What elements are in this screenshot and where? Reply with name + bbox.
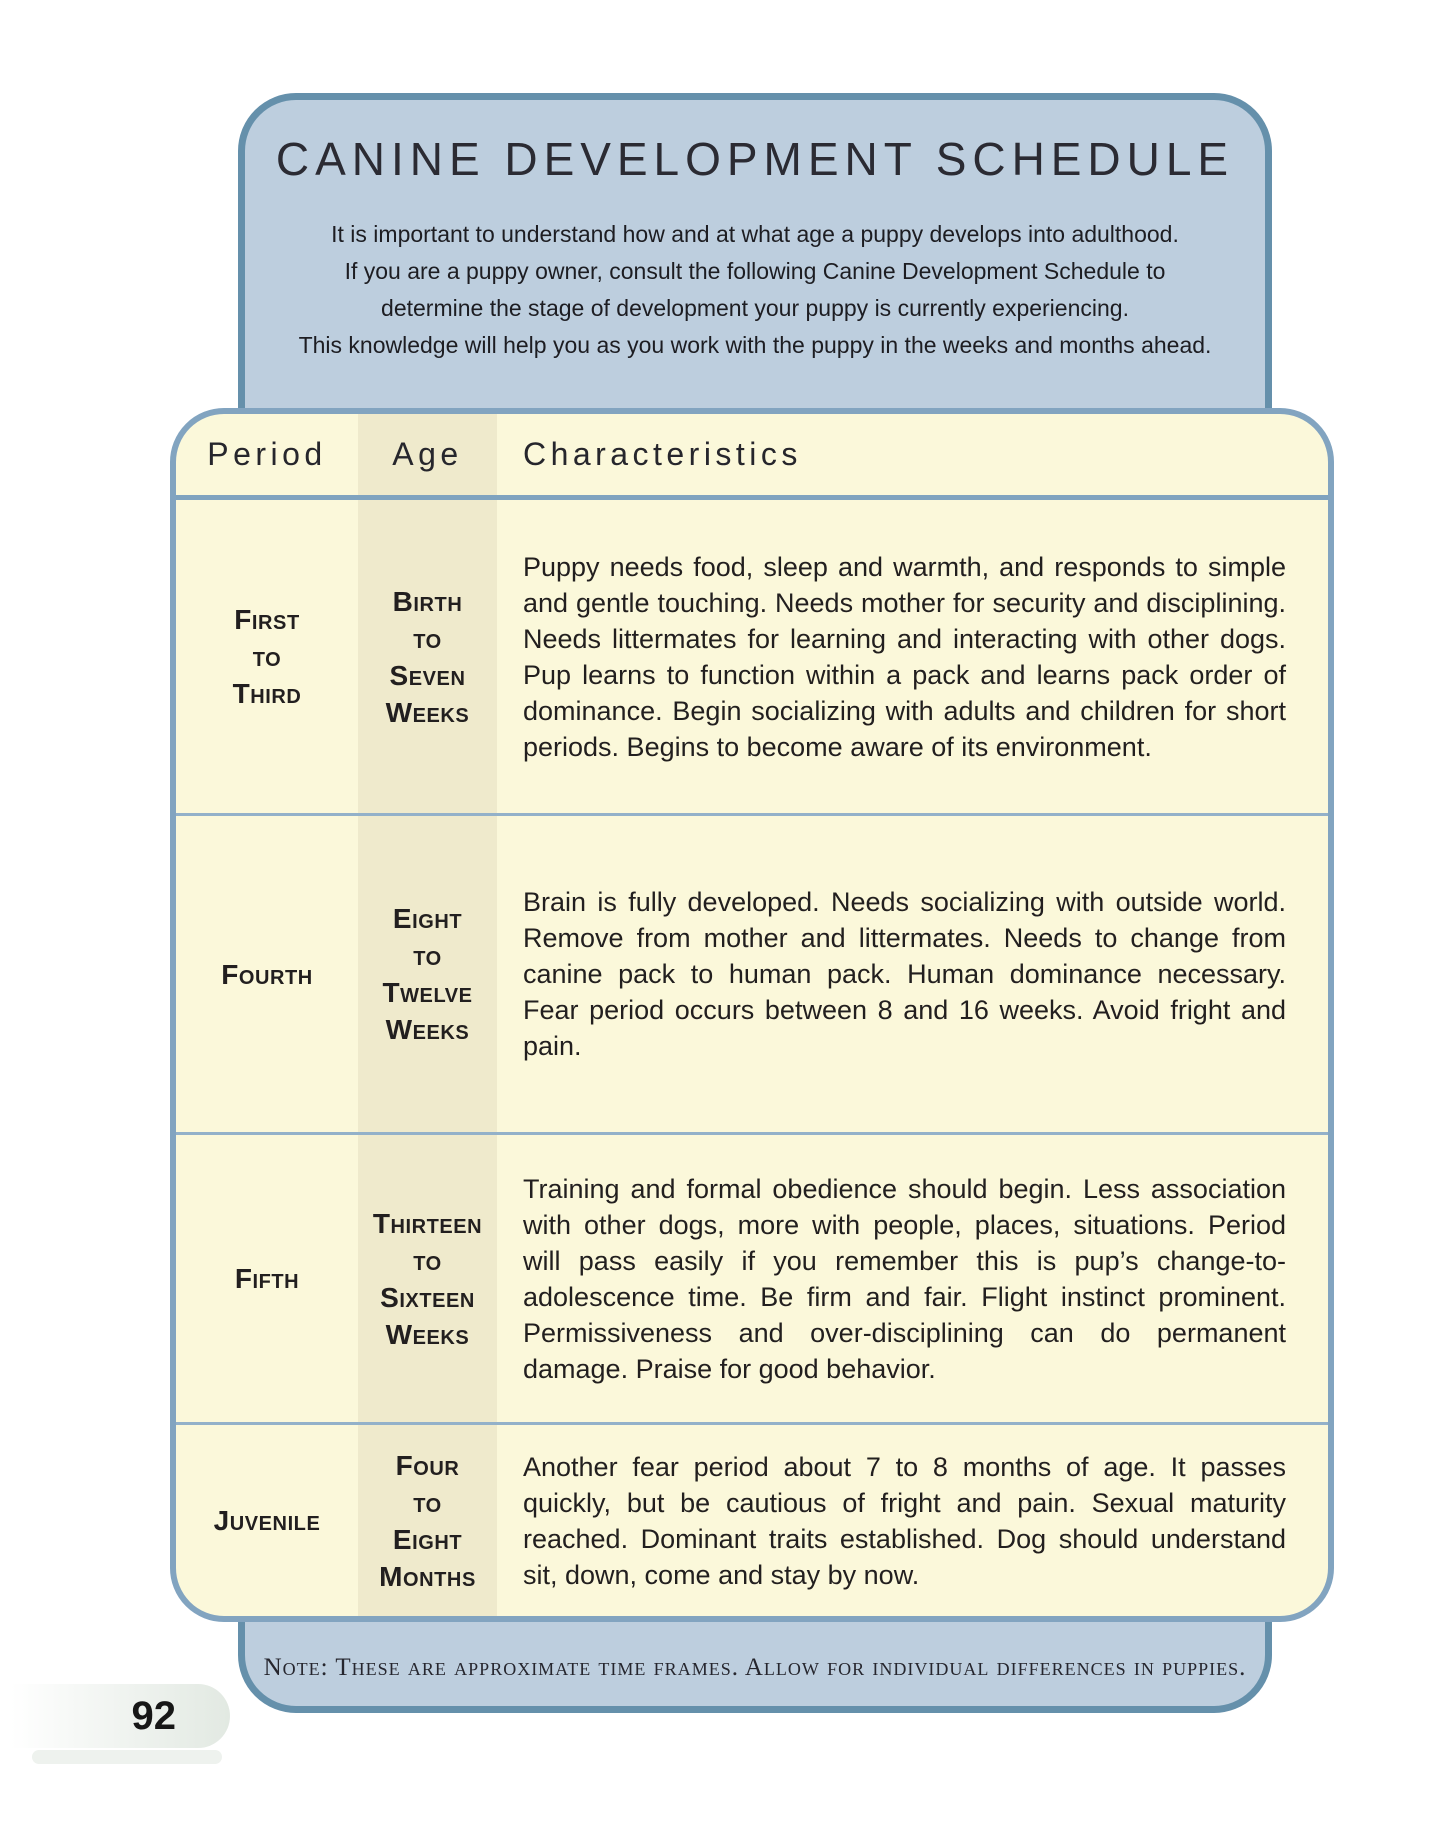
- age-line: Months: [379, 1560, 476, 1592]
- characteristics-cell: [497, 1135, 1328, 1422]
- column-header-period: Period: [207, 436, 327, 472]
- development-table: [170, 408, 1334, 1622]
- age-line: Thirteen: [372, 1207, 483, 1239]
- intro-line: If you are a puppy owner, consult the following Canine Development Schedule to: [344, 258, 1166, 284]
- period-line: to: [252, 641, 282, 672]
- intro-paragraph: [245, 216, 1265, 364]
- age-line: to: [413, 1244, 442, 1276]
- table-row: [176, 813, 1328, 1132]
- age-line: Twelve: [382, 977, 473, 1008]
- age-line: to: [413, 1486, 442, 1518]
- age-cell: [358, 1135, 497, 1422]
- characteristics-text: Brain is fully developed. Needs socializing with outside world. Remove from mother and littermates. Needs to change from canine pack to human pack. Human dominance necessary. Fear period occurs between 8 and 16 weeks. Avoid fright and pain.: [523, 887, 1286, 1061]
- characteristics-text: Another fear period about 7 to 8 months of age. It passes quickly, but be cautious of fright and pain. Sexual maturity reached. Dominant traits established. Dog should understand sit, down, come and stay by now.: [523, 1451, 1286, 1590]
- period-line: Third: [232, 678, 302, 709]
- table-row: [176, 1422, 1328, 1616]
- age-cell: [358, 1425, 497, 1616]
- age-line: Weeks: [385, 696, 470, 728]
- characteristics-cell: [497, 816, 1328, 1132]
- age-line: Eight: [392, 903, 463, 934]
- age-line: Weeks: [385, 1014, 470, 1045]
- period-cell: [176, 816, 358, 1132]
- age-line: to: [413, 622, 442, 654]
- age-line: Seven: [389, 659, 466, 691]
- age-line: Birth: [392, 585, 463, 617]
- age-line: Eight: [392, 1523, 463, 1555]
- column-header-characteristics: Characteristics: [523, 436, 802, 472]
- period-line: Fifth: [234, 1263, 300, 1294]
- age-line: to: [413, 940, 442, 971]
- period-line: First: [234, 604, 300, 635]
- characteristics-cell: [497, 500, 1328, 813]
- table-header-row: [176, 414, 1328, 495]
- age-line: Sixteen: [380, 1281, 475, 1313]
- page-number-pill: [0, 1684, 230, 1748]
- table-row: [176, 495, 1328, 813]
- period-line: Juvenile: [213, 1505, 321, 1536]
- page-number: 92: [131, 1693, 176, 1738]
- intro-line: It is important to understand how and at what age a puppy develops into adulthood.: [331, 221, 1179, 247]
- period-line: Fourth: [221, 958, 313, 990]
- period-cell: [176, 1135, 358, 1422]
- characteristics-text: Puppy needs food, sleep and warmth, and responds to simple and gentle touching. Needs mother for security and disciplining. Needs littermates for learning and interacting with other dogs. Pup learns to function within a pack and learns pack order of dominance. Begin socializing with adults and children for short periods. Begins to become aware of its environment.: [523, 551, 1286, 762]
- intro-line: determine the stage of development your puppy is currently experiencing.: [381, 295, 1129, 321]
- page-title: CANINE DEVELOPMENT SCHEDULE: [275, 133, 1235, 185]
- characteristics-cell: [497, 1425, 1328, 1616]
- age-line: Weeks: [385, 1318, 470, 1350]
- table-row: [176, 1132, 1328, 1422]
- intro-line: This knowledge will help you as you work with the puppy in the weeks and months ahead.: [298, 332, 1212, 358]
- column-header-age: Age: [358, 414, 497, 495]
- age-line: Four: [395, 1449, 460, 1481]
- age-cell: [358, 816, 497, 1132]
- period-cell: [176, 500, 358, 813]
- footnote: Note: These are approximate time frames. Allow for individual differences in puppies.: [263, 1654, 1247, 1681]
- age-cell: [358, 500, 497, 813]
- period-cell: [176, 1425, 358, 1616]
- characteristics-text: Training and formal obedience should begin. Less association with other dogs, more with people, places, situations. Period will pass easily if you remember this is pup’s change-to-adolescence time. Be firm and fair. Flight instinct prominent. Permissiveness and over-disciplining can do permanent damage. Praise for good behavior.: [523, 1173, 1286, 1384]
